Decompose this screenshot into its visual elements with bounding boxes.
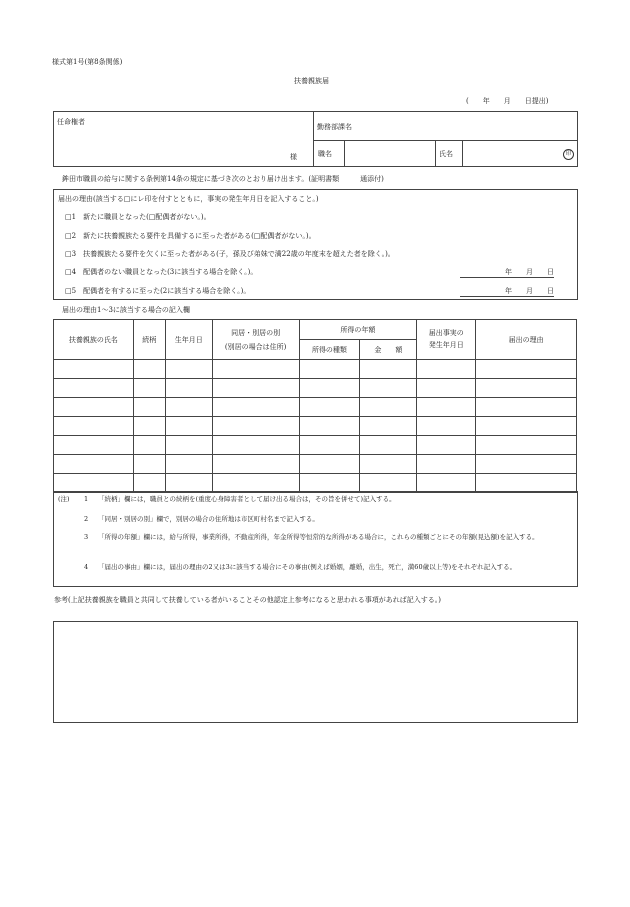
col-income-amount: 金 額 <box>360 340 417 360</box>
position-label: 職名 <box>318 150 332 158</box>
reason-item-4-date[interactable]: 年 月 日 <box>460 268 554 278</box>
note-num: 4 <box>84 563 89 571</box>
reason-item-5[interactable]: □5 配偶者を有するに至った(2に該当する場合を除く。)。 <box>65 287 251 295</box>
note-3: 「所得の年額」欄には，給与所得，事業所得，不動産所得，年金所得等恒常的な所得がある場合に，これらの種類ごとにその年額(見込額)を記入する。 <box>98 533 539 541</box>
note-num: 2 <box>84 515 89 523</box>
dependents-table <box>53 319 577 493</box>
reason-item-4[interactable]: □4 配偶者のない職員となった(3に該当する場合を除く。)。 <box>65 268 258 276</box>
submission-date: ( 年 月 日提出) <box>466 97 549 105</box>
table-row[interactable] <box>54 360 577 379</box>
department-label: 勤務部課名 <box>317 123 352 131</box>
note-4: 「届出の事由」欄には，届出の理由の2又は3に該当する場合にその事由(例えば婚姻，離婚，出生，死亡，満60歳以上等)をそれぞれ記入する。 <box>98 563 517 571</box>
col-occurrence-date: 届出事実の 発生年月日 <box>417 320 476 360</box>
reason-item-5-date[interactable]: 年 月 日 <box>460 287 554 297</box>
reason-item-2[interactable]: □2 新たに扶養親族たる要件を具備するに至った者がある(□配偶者がない。)。 <box>65 232 316 240</box>
table-row[interactable] <box>54 398 577 417</box>
remarks-input-box[interactable] <box>53 621 578 723</box>
remarks-label: 参考(上記扶養親族を職員と共同して扶養している者がいることその他認定上参考になると思われる事項があれば記入する。) <box>54 596 441 604</box>
table-caption: 届出の理由1～3に該当する場合の記入欄 <box>62 306 190 314</box>
note-num: 1 <box>84 495 89 503</box>
col-living-arrangement: 同居・別居の別 (別居の場合は住所) <box>212 320 299 360</box>
applicant-box <box>53 111 578 167</box>
table-row[interactable] <box>54 474 577 493</box>
table-row[interactable] <box>54 455 577 474</box>
note-2: 「同居・別居の別」欄で，別居の場合の住所地は市区町村名まで記入する。 <box>98 515 319 523</box>
table-row[interactable] <box>54 379 577 398</box>
col-relation: 続柄 <box>133 320 165 360</box>
note-num: 3 <box>84 533 89 541</box>
table-row[interactable] <box>54 417 577 436</box>
reason-item-3[interactable]: □3 扶養親族たる要件を欠くに至った者がある(子，孫及び弟妹で満22歳の年度末を超えた者を除く。)。 <box>65 250 395 258</box>
form-number: 様式第1号(第8条関係) <box>52 58 123 66</box>
reasons-box <box>53 189 578 300</box>
reason-item-1[interactable]: □1 新たに職員となった(□配偶者がない。)。 <box>65 213 211 221</box>
col-dependent-name: 扶養親族の氏名 <box>54 320 134 360</box>
note-1: 「続柄」欄には，職員との続柄を(重度心身障害者として届け出る場合は，その旨を併せて)記入する。 <box>98 495 396 503</box>
col-annual-income: 所得の年額 <box>299 320 417 340</box>
table-row[interactable] <box>54 436 577 455</box>
name-label: 氏名 <box>439 150 453 158</box>
notes-label: (注) <box>58 495 70 503</box>
col-reason: 届出の理由 <box>476 320 577 360</box>
form-title: 扶養親族届 <box>294 77 329 85</box>
seal-mark: 印 <box>563 149 574 160</box>
col-income-type: 所得の種類 <box>299 340 360 360</box>
appointer-label: 任命権者 <box>57 118 85 126</box>
reasons-heading: 届出の理由(該当する□にレ印を付すとともに，事実の発生年月日を記入すること。) <box>58 195 319 203</box>
col-birthdate: 生年月日 <box>165 320 212 360</box>
sama-label: 様 <box>290 153 297 161</box>
intro-text: 鉾田市職員の給与に関する条例第14条の規定に基づき次のとおり届け出ます。(証明書類 通添付) <box>62 175 384 183</box>
